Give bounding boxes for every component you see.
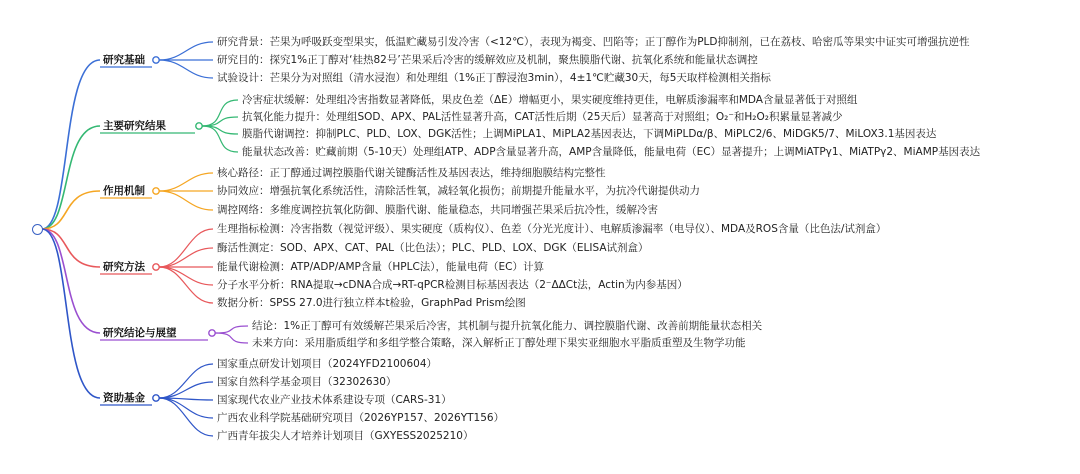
leaf-item: 国家重点研发计划项目（2024YFD2100604） [217,358,438,370]
branch-methods: 研究方法 [103,261,145,273]
connector-line [42,229,100,333]
connector-line [202,126,238,134]
branch-node-dot [153,264,159,270]
root-node [32,224,43,235]
branch-node-dot [153,188,159,194]
connector-line [159,229,213,267]
connector-line [215,326,248,333]
leaf-item: 数据分析：SPSS 27.0进行独立样本t检验，GraphPad Prism绘图 [217,297,526,309]
connector-line [42,126,100,229]
leaf-item: 广西青年拔尖人才培养计划项目（GXYESS2025210） [217,430,474,442]
connector-line [202,117,238,126]
leaf-item: 试验设计：芒果分为对照组（清水浸泡）和处理组（1%正丁醇浸泡3min），4±1℃贮藏30天，每5天取样检测相关指标 [217,72,771,84]
leaf-item: 膜脂代谢调控：抑制PLC、PLD、LOX、DGK活性；上调MiPLA1、MiPLA2基因表达，下调MiPLDα/β、MiPLC2/6、MiDGK5/7、MiLOX3.1基因表达 [242,128,937,140]
branch-funding: 资助基金 [103,392,145,404]
branch-mechanism: 作用机制 [103,185,145,197]
leaf-item: 核心路径：正丁醇通过调控膜脂代谢关键酶活性及基因表达，维持细胞膜结构完整性 [217,167,606,179]
leaf-item: 国家自然科学基金项目（32302630） [217,376,397,388]
leaf-item: 分子水平分析：RNA提取→cDNA合成→RT-qPCR检测目标基因表达（2⁻ΔΔCt法，Actin为内参基因） [217,279,688,291]
leaf-item: 未来方向：采用脂质组学和多组学整合策略，深入解析正丁醇处理下果实亚细胞水平脂质重塑及生物学功能 [252,337,746,349]
leaf-item: 结论：1%正丁醇可有效缓解芒果采后冷害，其机制与提升抗氧化能力、调控膜脂代谢、改善前期能量状态相关 [252,320,763,332]
branch-node-dot [153,57,159,63]
branch-conclusion-outlook: 研究结论与展望 [103,327,177,339]
leaf-item: 能量代谢检测：ATP/ADP/AMP含量（HPLC法），能量电荷（EC）计算 [217,261,544,273]
leaf-item: 能量状态改善：贮藏前期（5-10天）处理组ATP、ADP含量显著升高，AMP含量降低，能量电荷（EC）显著提升；上调MiATPγ1、MiATPγ2、MiAMP基因表达 [242,146,981,158]
branch-main-results: 主要研究结果 [103,120,166,132]
connector-line [159,364,213,398]
leaf-item: 生理指标检测：冷害指数（视觉评级）、果实硬度（质构仪）、色差（分光光度计）、电解质渗漏率（电导仪）、MDA及ROS含量（比色法/试剂盒） [217,223,887,235]
connector-line [159,42,213,60]
connector-line [159,60,213,78]
connector-line [159,267,213,303]
connector-line [159,267,213,285]
connector-line [159,382,213,398]
connector-line [159,398,213,418]
leaf-item: 酶活性测定：SOD、APX、CAT、PAL（比色法）；PLC、PLD、LOX、DGK（ELISA试剂盒） [217,242,649,254]
leaf-item: 抗氧化能力提升：处理组SOD、APX、PAL活性显著升高，CAT活性后期（25天后）显著高于对照组；O₂⁻和H₂O₂积累量显著减少 [242,111,843,123]
leaf-item: 国家现代农业产业技术体系建设专项（CARS-31） [217,394,452,406]
connector-line [159,191,213,210]
branch-research-basis: 研究基础 [103,54,145,66]
leaf-item: 冷害症状缓解：处理组冷害指数显著降低，果皮色差（ΔE）增幅更小，果实硬度维持更佳，电解质渗漏率和MDA含量显著低于对照组 [242,94,858,106]
leaf-item: 研究目的：探究1%正丁醇对‘桂热82号’芒果采后冷害的缓解效应及机制，聚焦膜脂代谢、抗氧化系统和能量状态调控 [217,54,758,66]
leaf-item: 广西农业科学院基础研究项目（2026YP157、2026YT156） [217,412,505,424]
connector-line [159,173,213,191]
connector-line [215,333,248,343]
branch-node-dot [209,330,215,336]
branch-node-dot [196,123,202,129]
leaf-item: 调控网络：多维度调控抗氧化防御、膜脂代谢、能量稳态，共同增强芒果采后抗冷性，缓解冷害 [217,204,658,216]
leaf-item: 研究背景：芒果为呼吸跃变型果实，低温贮藏易引发冷害（<12℃），表现为褐变、凹陷等；正丁醇作为PLD抑制剂，已在荔枝、哈密瓜等果实中证实可增强抗逆性 [217,36,970,48]
connector-line [159,248,213,267]
leaf-item: 协同效应：增强抗氧化系统活性，清除活性氧，减轻氧化损伤；前期提升能量水平，为抗冷代谢提供动力 [217,185,700,197]
branch-node-dot [153,395,159,401]
